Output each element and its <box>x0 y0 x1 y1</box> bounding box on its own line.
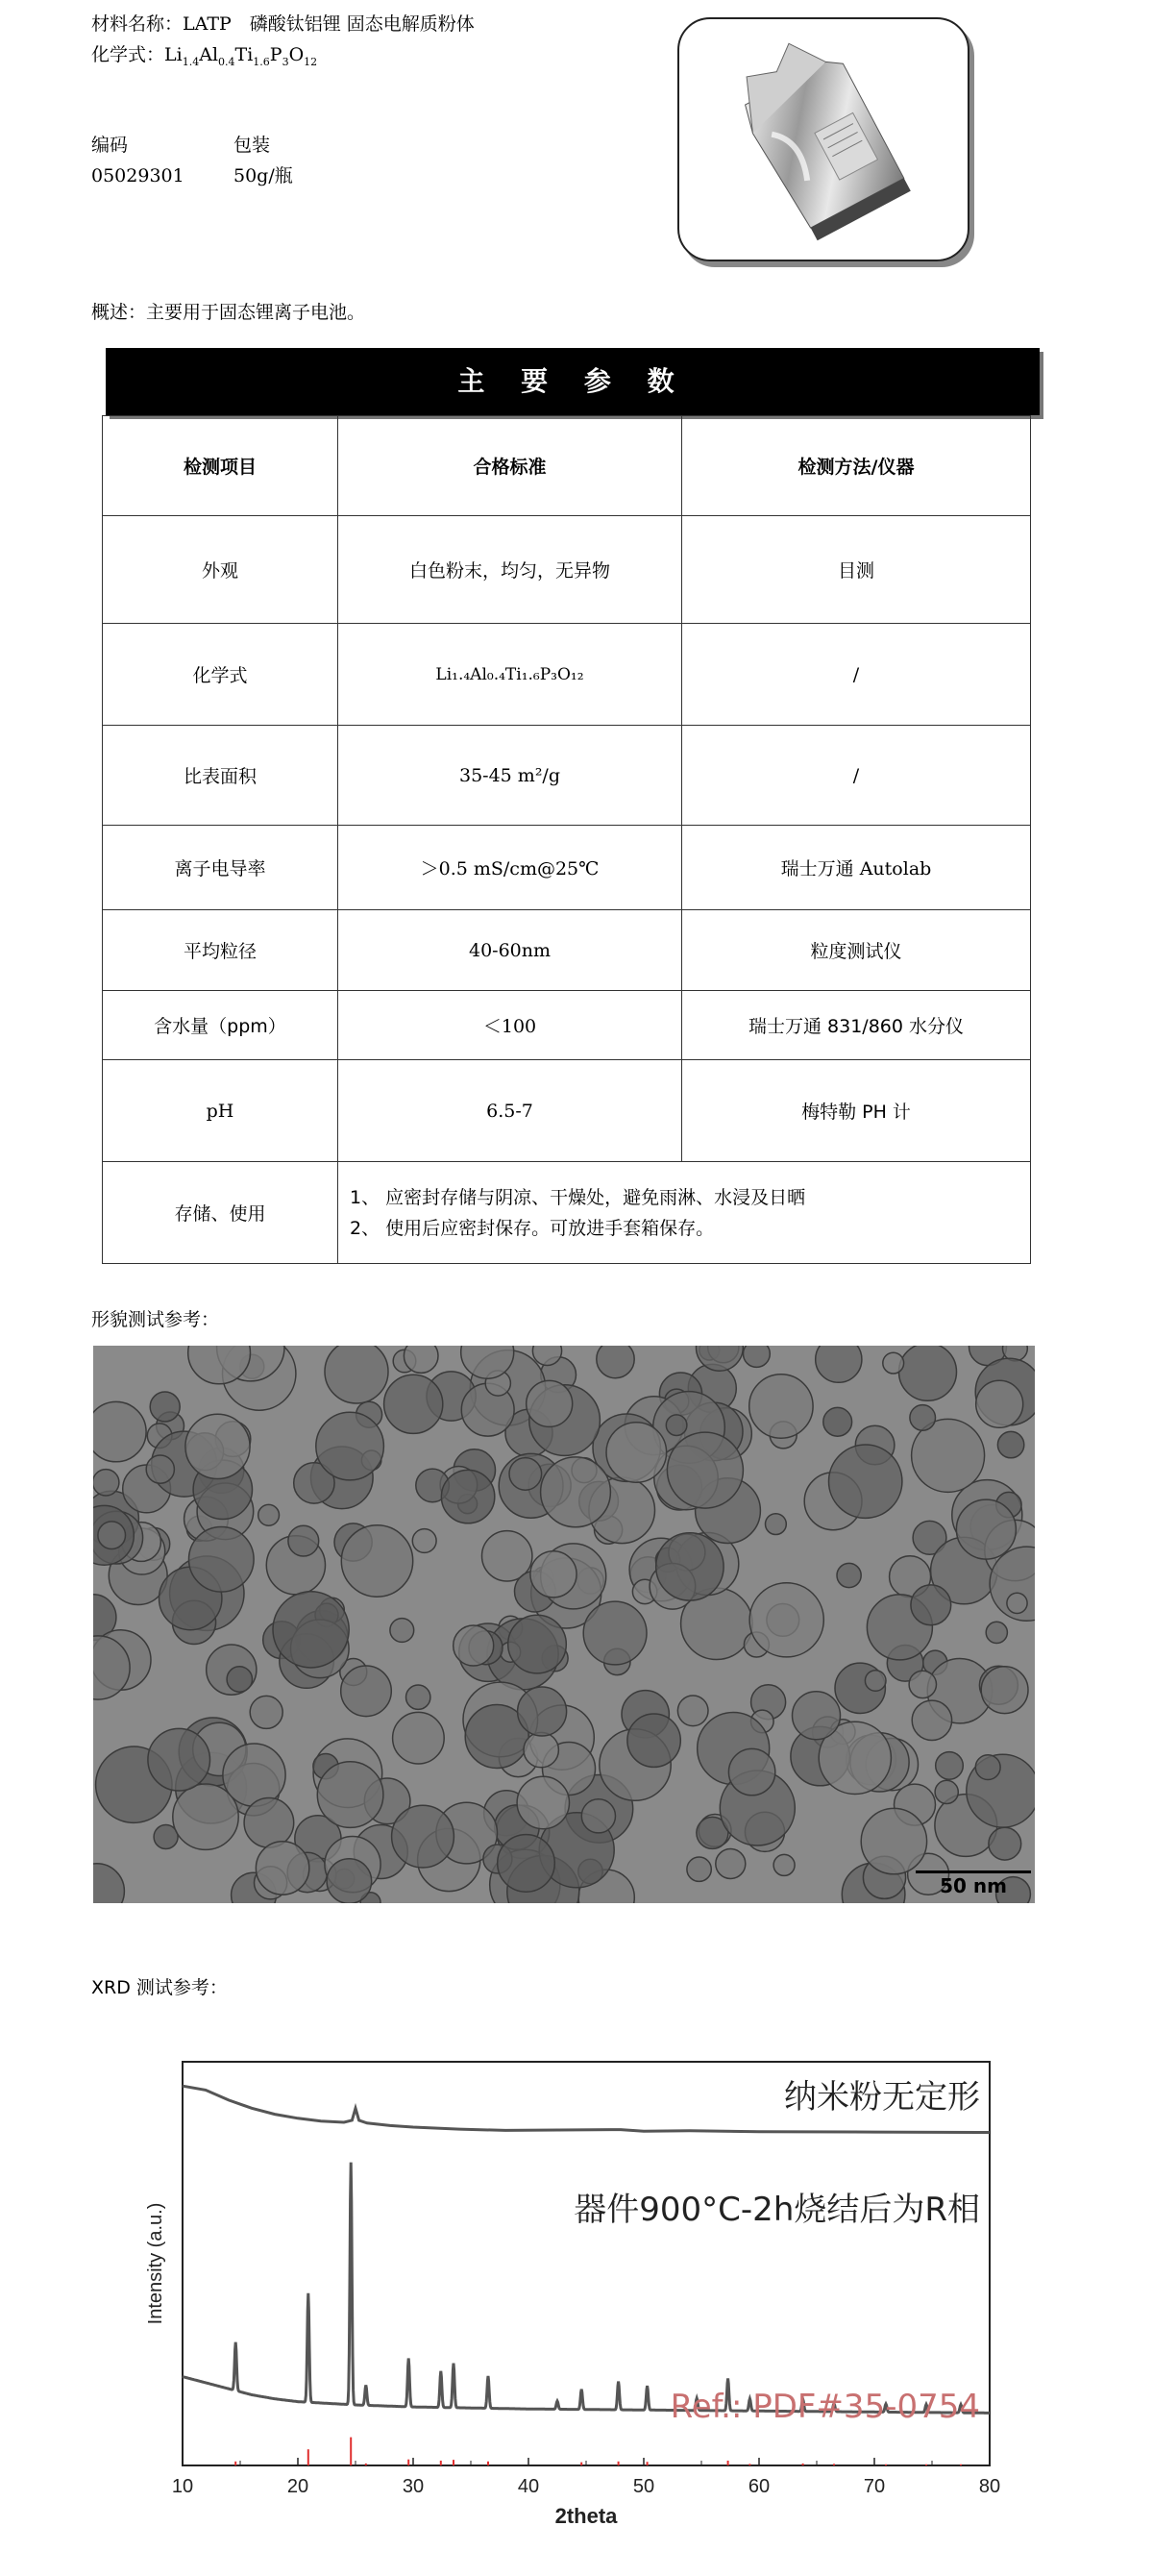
x-axis-label: 2theta <box>554 2504 618 2528</box>
tem-particle <box>935 1780 958 1803</box>
row-standard: 35-45 m²/g <box>338 726 682 826</box>
row-item: 化学式 <box>103 624 338 726</box>
header-method: 检测方法/仪器 <box>682 416 1031 516</box>
tem-particle <box>597 1346 634 1378</box>
tem-particle <box>273 1592 349 1668</box>
material-value: LATP 磷酸钛铝锂 固态电解质粉体 <box>183 13 475 35</box>
tem-particle <box>93 1864 124 1903</box>
tem-particle <box>956 1499 1016 1559</box>
tem-particle <box>716 1849 746 1879</box>
table-row <box>103 516 1031 624</box>
package-value: 50g/瓶 <box>233 165 293 186</box>
tem-particle <box>823 1407 852 1436</box>
tem-particle <box>837 1563 861 1587</box>
params-title: 主 要 参 数 <box>106 348 1040 415</box>
tem-particle <box>256 1842 308 1895</box>
tem-particle <box>865 1671 886 1692</box>
product-bag-image <box>679 19 968 260</box>
tem-particle <box>666 1415 687 1436</box>
tem-particle <box>981 1667 1028 1714</box>
tem-particle <box>517 1776 569 1828</box>
tem-particle <box>341 1525 412 1597</box>
tem-particle <box>606 1423 667 1483</box>
tem-particle <box>687 1857 711 1881</box>
tem-particle <box>223 1744 285 1806</box>
tem-particle <box>627 1714 680 1767</box>
tem-particle <box>404 1346 438 1373</box>
row-method: 粒度测试仪 <box>682 910 1031 991</box>
tem-particle <box>744 1346 771 1367</box>
row-item: 外观 <box>103 516 338 624</box>
tem-particle <box>258 1504 280 1525</box>
tem-particle <box>912 1700 951 1740</box>
row-method: / <box>682 624 1031 726</box>
product-image-box <box>677 17 969 261</box>
scale-label: 50 nm <box>940 1874 1007 1897</box>
tem-particle <box>341 1666 392 1717</box>
header-standard: 合格标准 <box>338 416 682 516</box>
tem-particle <box>524 1732 558 1767</box>
tem-particle <box>541 1457 611 1527</box>
tem-particle <box>148 1728 210 1791</box>
x-tick-label: 50 <box>632 2476 655 2497</box>
tem-particle <box>910 1405 936 1431</box>
x-tick-label: 60 <box>748 2476 771 2497</box>
tem-particle <box>325 1346 388 1403</box>
row-item: 离子电导率 <box>103 826 338 910</box>
row-standard: 6.5-7 <box>338 1060 682 1162</box>
tem-particle <box>728 1748 774 1795</box>
row-method: / <box>682 726 1031 826</box>
material-label: 材料名称： <box>91 13 184 35</box>
tem-particle <box>793 1692 841 1740</box>
header-item: 检测项目 <box>103 416 338 516</box>
row-method: 梅特勒 PH 计 <box>682 1060 1031 1162</box>
tem-particle <box>986 1622 1007 1643</box>
tem-particle <box>508 1615 567 1673</box>
x-tick-label: 70 <box>863 2476 886 2497</box>
tem-particle <box>816 1346 862 1382</box>
xrd-svg <box>115 2009 1018 2547</box>
tem-particle <box>454 1625 494 1666</box>
row-standard: ＜100 <box>338 991 682 1060</box>
tem-particle <box>146 1455 174 1483</box>
tem-particle <box>829 1445 902 1518</box>
tem-particle <box>909 1671 936 1697</box>
annotation-amorphous: 纳米粉无定形 <box>784 2078 980 2117</box>
code-label: 编码 <box>91 135 129 156</box>
tem-image <box>93 1346 1035 1903</box>
tem-particle <box>390 1619 414 1643</box>
tem-particle <box>93 1401 146 1461</box>
tem-particle <box>498 1835 555 1893</box>
tem-scale-bar <box>916 1870 1031 1899</box>
params-table <box>102 415 1031 1264</box>
formula-value: $Li_{1.4}Al_{0.4}Ti_{1.6}P_3O_{12}$ <box>164 44 318 68</box>
tem-particle <box>227 1667 252 1692</box>
row-standard: Li₁.₄Al₀.₄Ti₁.₆P₃O₁₂ <box>338 624 682 726</box>
x-tick-label: 30 <box>402 2476 425 2497</box>
tem-particle <box>518 1687 567 1736</box>
annotation-r-phase: 器件900°C-2h烧结后为R相 <box>574 2191 980 2229</box>
tem-particle <box>93 1470 119 1496</box>
table-row <box>103 624 1031 726</box>
tem-particle <box>667 1432 743 1508</box>
annotation-ref: Ref.: PDF#35-0754 <box>670 2388 980 2426</box>
tem-particle <box>384 1375 443 1433</box>
formula-label: 化学式： <box>91 44 165 65</box>
x-tick-label: 80 <box>978 2476 1001 2497</box>
chemical-formula <box>91 42 317 75</box>
tem-particle <box>975 1755 1000 1780</box>
table-row <box>103 991 1031 1060</box>
table-row <box>103 910 1031 991</box>
tem-particle <box>150 1392 180 1422</box>
tem-particle <box>250 1696 282 1728</box>
material-name <box>91 12 475 37</box>
tem-particle <box>288 1525 319 1556</box>
tem-particle <box>766 1514 787 1535</box>
table-header-row <box>103 416 1031 516</box>
table-row-storage <box>103 1162 1031 1264</box>
tem-particle <box>530 1551 576 1598</box>
tem-particle <box>989 1827 1021 1860</box>
tem-particle <box>883 1352 904 1374</box>
y-axis-label: Intensity (a.u.) <box>145 2202 166 2325</box>
tem-particle <box>317 1762 383 1828</box>
tem-particle <box>412 1529 436 1553</box>
tem-particle <box>441 1470 494 1523</box>
x-tick-label: 40 <box>517 2476 540 2497</box>
tem-particle <box>911 1585 951 1625</box>
storage-line-1: 1、 应密封存储与阴凉、干燥处，避免雨淋、水浸及日晒 <box>350 1186 806 1208</box>
tem-particle <box>656 1533 724 1600</box>
tem-particle <box>677 1696 708 1726</box>
tem-particle <box>1007 1593 1027 1613</box>
tem-particle <box>98 1522 126 1549</box>
tem-particle <box>997 1431 1023 1457</box>
xrd-chart <box>115 2009 1018 2547</box>
tem-particle <box>406 1685 430 1709</box>
tem-particle <box>861 1808 926 1873</box>
storage-item: 存储、使用 <box>103 1162 338 1264</box>
row-method: 瑞士万通 Autolab <box>682 826 1031 910</box>
storage-line-2: 2、 使用后应密封保存。可放进手套箱保存。 <box>350 1217 715 1239</box>
row-method: 目测 <box>682 516 1031 624</box>
summary: 概述：主要用于固态锂离子电池。 <box>91 302 366 323</box>
tem-particle <box>189 1527 255 1593</box>
morphology-title: 形貌测试参考： <box>91 1309 220 1330</box>
row-item: 平均粒径 <box>103 910 338 991</box>
tem-particle <box>327 1859 372 1903</box>
tem-particle <box>583 1601 647 1665</box>
row-item: 含水量（ppm） <box>103 991 338 1060</box>
tem-particle <box>899 1346 957 1400</box>
tem-particle <box>749 1375 813 1438</box>
row-standard: 40-60nm <box>338 910 682 991</box>
code-value: 05029301 <box>91 165 184 186</box>
xrd-title: XRD 测试参考： <box>91 1977 228 1998</box>
table-row <box>103 726 1031 826</box>
table-row <box>103 1060 1031 1162</box>
row-item: 比表面积 <box>103 726 338 826</box>
tem-particles <box>93 1346 1035 1903</box>
table-row <box>103 826 1031 910</box>
row-standard: 白色粉末，均匀，无异物 <box>338 516 682 624</box>
tem-particle <box>244 1798 294 1848</box>
tem-particle <box>976 1380 1023 1427</box>
tem-particle <box>581 1799 615 1833</box>
tem-particle <box>185 1414 250 1478</box>
tem-particle <box>509 1458 542 1491</box>
tem-particle <box>773 1854 795 1875</box>
row-method: 瑞士万通 831/860 水分仪 <box>682 991 1031 1060</box>
row-standard: ＞0.5 mS/cm@25℃ <box>338 826 682 910</box>
x-tick-label: 20 <box>286 2476 309 2497</box>
tem-particle <box>936 1752 964 1780</box>
package-label: 包装 <box>233 135 271 156</box>
row-item: pH <box>103 1060 338 1162</box>
tem-particle <box>316 1412 384 1480</box>
x-tick-label: 10 <box>171 2476 194 2497</box>
storage-text <box>338 1162 1031 1264</box>
tem-particle <box>527 1380 573 1426</box>
tem-particle <box>749 1583 823 1657</box>
tem-particle <box>392 1805 454 1868</box>
tem-particle <box>393 1712 445 1764</box>
